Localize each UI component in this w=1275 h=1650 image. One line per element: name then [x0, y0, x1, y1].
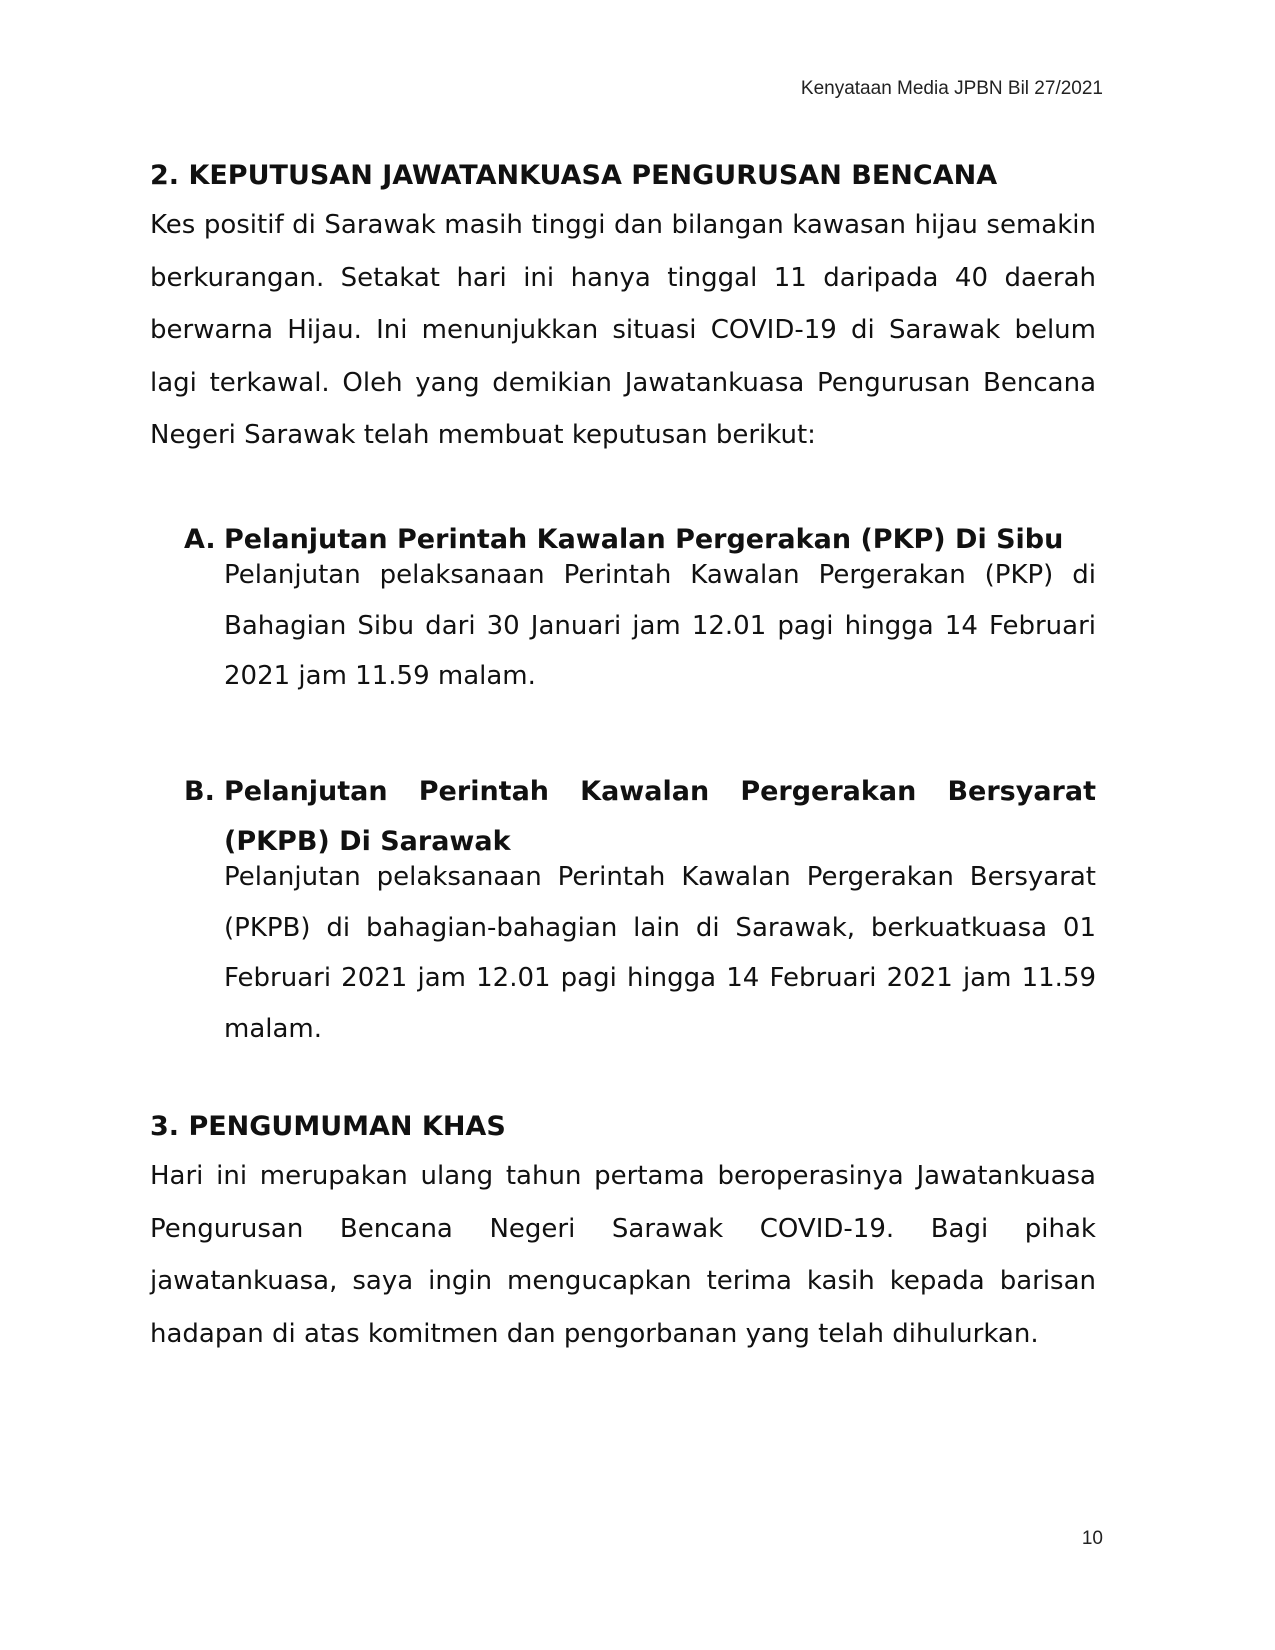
item-body: Pelanjutan pelaksanaan Perintah Kawalan Pergerakan (PKP) di Bahagian Sibu dari 30 Januari jam 12.01 pagi hingga 14 Februari 2021 jam 11.59 malam.: [224, 560, 1096, 691]
running-header: Kenyataan Media JPBN Bil 27/2021: [800, 78, 1103, 99]
item-letter: B.: [184, 776, 215, 807]
section-2-paragraph: Kes positif di Sarawak masih tinggi dan bilangan kawasan hijau semakin berkurangan. Setakat hari ini hanya tinggal 11 daripada 40 daerah berwarna Hijau. Ini menunjukkan situasi COVID-19 di Sarawak belum lagi terkawal. Oleh yang demikian Jawatankuasa Pengurusan Bencana Negeri Sarawak telah membuat keputusan berikut:: [150, 210, 1096, 450]
item-title: Pelanjutan Perintah Kawalan Pergerakan Bersyarat (PKPB) Di Sarawak: [224, 776, 1096, 857]
section-3-paragraph: Hari ini merupakan ulang tahun pertama beroperasinya Jawatankuasa Pengurusan Bencana Negeri Sarawak COVID-19. Bagi pihak jawatankuasa, saya ingin mengucapkan terima kasih kepada barisan hadapan di atas komitmen dan pengorbanan yang telah dihulurkan.: [150, 1161, 1096, 1349]
item-letter: A.: [184, 524, 216, 555]
item-title: Pelanjutan Perintah Kawalan Pergerakan (PKP) Di Sibu: [224, 524, 1064, 555]
section-2-heading: 2. KEPUTUSAN JAWATANKUASA PENGURUSAN BENCANA: [150, 160, 998, 191]
section-3-heading: 3. PENGUMUMAN KHAS: [150, 1111, 506, 1142]
item-body: Pelanjutan pelaksanaan Perintah Kawalan Pergerakan Bersyarat (PKPB) di bahagian-bahagian lain di Sarawak, berkuatkuasa 01 Februari 2021 jam 12.01 pagi hingga 14 Februari 2021 jam 11.59 malam.: [224, 862, 1096, 1044]
page-number: 10: [1081, 1528, 1103, 1549]
